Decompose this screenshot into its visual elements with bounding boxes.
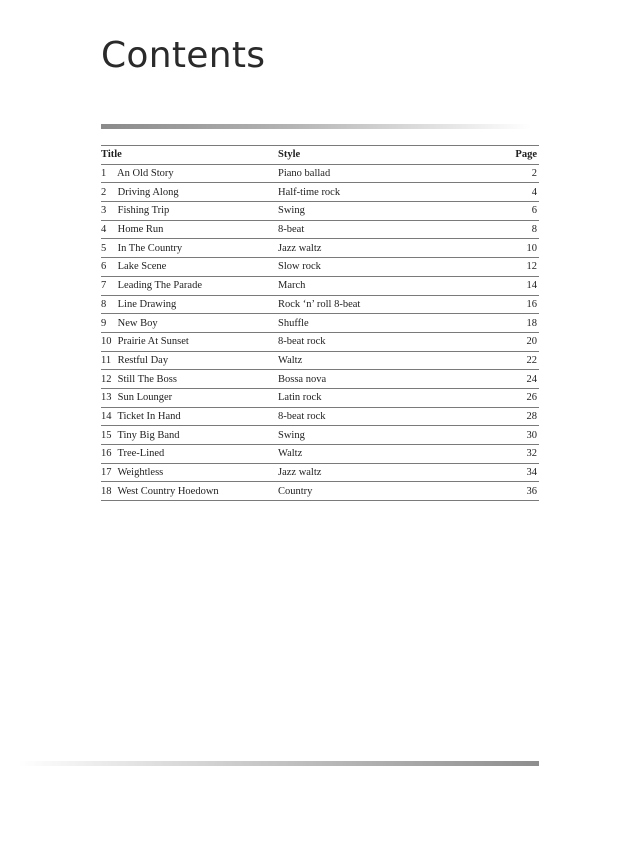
row-page: 4 [480,183,539,202]
table-row [101,407,539,426]
row-page: 36 [480,482,539,501]
row-style: Swing [278,202,480,221]
row-title: Prairie At Sunset [117,336,189,348]
row-title: Tree-Lined [117,448,165,460]
row-style: Slow rock [278,258,480,277]
table-row [101,164,539,183]
row-title: An Old Story [117,168,174,180]
row-number: 6 [101,261,107,273]
row-title-cell [101,445,278,464]
row-number: 17 [101,467,112,479]
row-title-cell [101,351,278,370]
row-page: 18 [480,314,539,333]
row-title: West Country Hoedown [117,485,219,497]
row-style: Jazz waltz [278,463,480,482]
table-row [101,239,539,258]
row-style: 8-beat rock [278,407,480,426]
row-page: 22 [480,351,539,370]
row-style: Half-time rock [278,183,480,202]
row-title-cell [101,407,278,426]
table-row [101,332,539,351]
row-title: Still The Boss [117,373,177,385]
row-page: 6 [480,202,539,221]
row-page: 8 [480,220,539,239]
row-number: 7 [101,280,107,292]
row-title-cell [101,370,278,389]
row-page: 32 [480,445,539,464]
page-title: Contents [101,35,266,76]
header-title: Title [101,146,278,165]
row-number: 11 [101,354,112,366]
table-row [101,426,539,445]
table-row [101,370,539,389]
row-page: 16 [480,295,539,314]
row-style: Waltz [278,445,480,464]
row-style: March [278,276,480,295]
row-page: 34 [480,463,539,482]
table-row [101,445,539,464]
row-page: 14 [480,276,539,295]
table-row [101,258,539,277]
table-row [101,183,539,202]
table-header-row [101,146,539,165]
row-title: Fishing Trip [117,205,170,217]
row-title-cell [101,239,278,258]
row-number: 9 [101,317,107,329]
row-style: Swing [278,426,480,445]
table-row [101,276,539,295]
row-title: Restful Day [117,354,169,366]
row-page: 26 [480,388,539,407]
table-body [101,164,539,500]
row-title-cell [101,258,278,277]
row-style: 8-beat rock [278,332,480,351]
row-title: Ticket In Hand [117,410,181,422]
row-style: Bossa nova [278,370,480,389]
table-row [101,220,539,239]
row-page: 20 [480,332,539,351]
row-style: Jazz waltz [278,239,480,258]
row-style: Rock ‘n’ roll 8-beat [278,295,480,314]
table-row [101,314,539,333]
row-style: Shuffle [278,314,480,333]
table-row [101,463,539,482]
row-title: New Boy [117,317,158,329]
table-row [101,295,539,314]
row-title-cell [101,388,278,407]
row-number: 5 [101,242,107,254]
row-number: 2 [101,186,107,198]
row-page: 10 [480,239,539,258]
row-number: 1 [101,168,107,180]
row-title: Leading The Parade [117,280,202,292]
row-page: 2 [480,164,539,183]
row-number: 10 [101,336,112,348]
row-page: 24 [480,370,539,389]
row-number: 4 [101,224,107,236]
row-number: 14 [101,410,112,422]
row-style: Latin rock [278,388,480,407]
row-title-cell [101,202,278,221]
row-number: 12 [101,373,112,385]
row-title: Weightless [117,467,164,479]
header-page: Page [480,146,539,165]
row-title: Lake Scene [117,261,167,273]
row-title-cell [101,164,278,183]
row-page: 30 [480,426,539,445]
row-title: Tiny Big Band [117,429,180,441]
row-number: 13 [101,392,112,404]
row-title-cell [101,295,278,314]
row-title-cell [101,314,278,333]
row-title-cell [101,482,278,501]
row-style: Country [278,482,480,501]
row-title-cell [101,332,278,351]
table-row [101,482,539,501]
row-title-cell [101,183,278,202]
row-number: 16 [101,448,112,460]
row-page: 28 [480,407,539,426]
table-row [101,351,539,370]
row-title-cell [101,426,278,445]
row-number: 3 [101,205,107,217]
row-page: 12 [480,258,539,277]
row-title: Line Drawing [117,298,177,310]
row-style: Piano ballad [278,164,480,183]
contents-table [101,145,539,501]
row-title: In The Country [117,242,183,254]
row-title: Sun Lounger [117,392,173,404]
row-number: 18 [101,485,112,497]
row-number: 15 [101,429,112,441]
row-title: Driving Along [117,186,179,198]
row-title-cell [101,220,278,239]
row-style: Waltz [278,351,480,370]
row-title-cell [101,463,278,482]
table-row [101,388,539,407]
row-title: Home Run [117,224,164,236]
table-row [101,202,539,221]
row-title-cell [101,276,278,295]
header-style: Style [278,146,480,165]
bottom-divider [18,761,539,766]
row-number: 8 [101,298,107,310]
top-divider [101,124,531,129]
row-style: 8-beat [278,220,480,239]
